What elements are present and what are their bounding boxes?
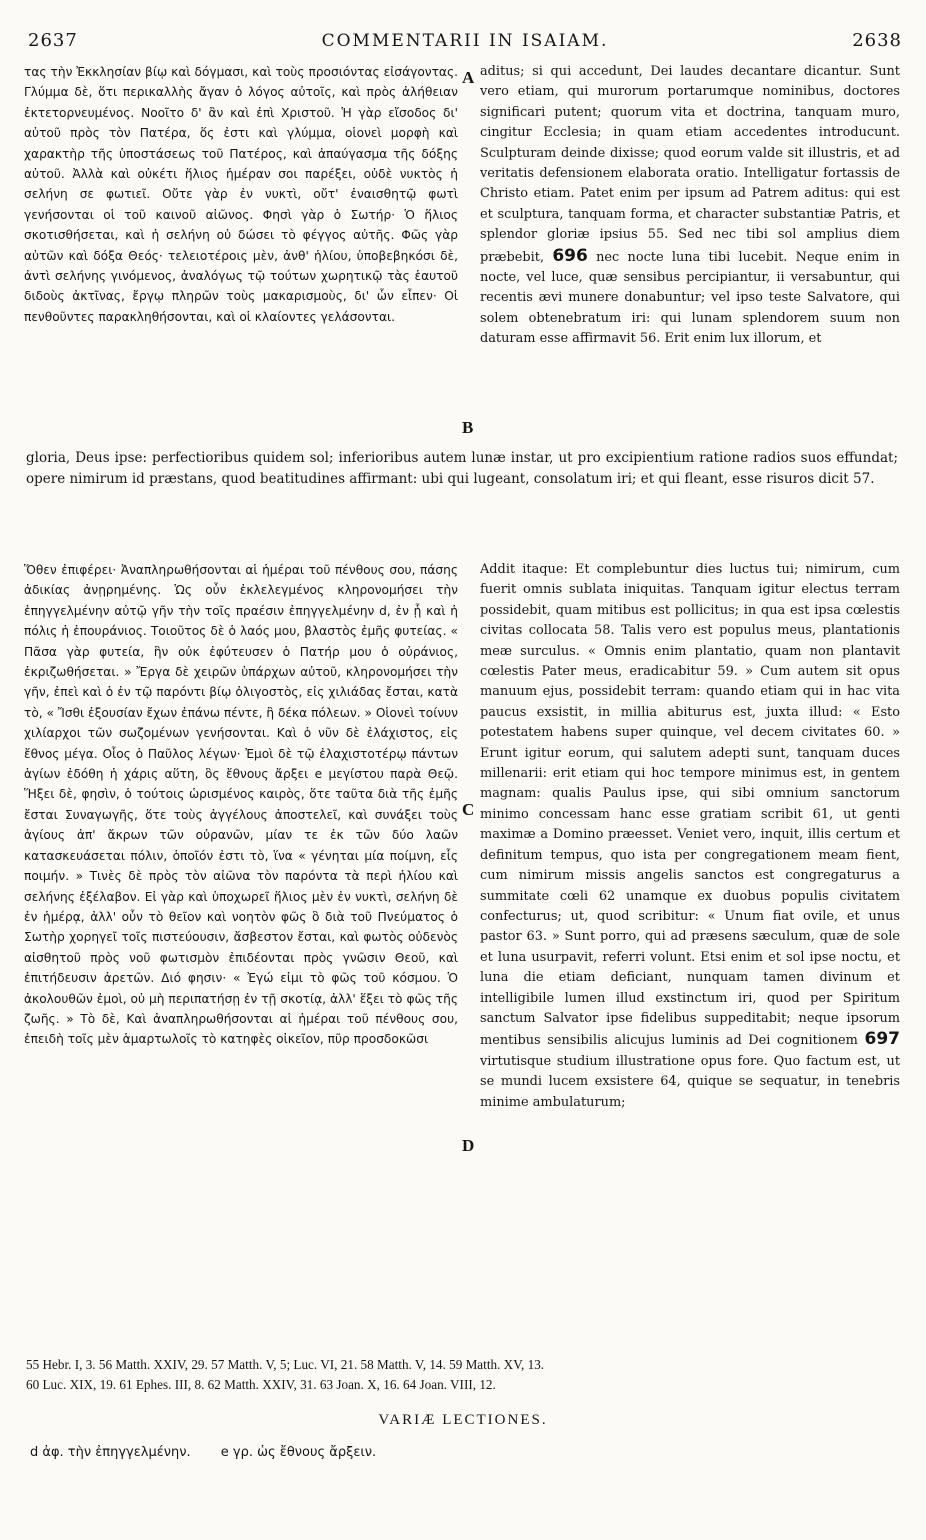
footnote-line-1: 55 Hebr. I, 3. 56 Matth. XXIV, 29. 57 Matth. V, 5; Luc. VI, 21. 58 Matth. V, 14. 59 Matth. XV, 13. — [26, 1357, 545, 1372]
section-marker-b: B — [462, 418, 474, 437]
column-number-697: 697 — [864, 1029, 900, 1050]
latin-text-lower — [480, 560, 900, 1113]
section-marker-a: A — [462, 68, 475, 87]
variae-lectiones-title: VARIÆ LECTIONES. — [378, 1412, 548, 1428]
latin-text-lower-b: virtutisque studium illustratione opus fore. Quo factum est, ut se mundi lucem exsistere 64, quique se sequatur, in tenebris minime ambulaturum; — [480, 1053, 900, 1110]
section-marker-d: D — [462, 1136, 475, 1155]
greek-column-upper — [24, 62, 458, 434]
latin-text-upper-b: nec nocte luna tibi lucebit. Neque enim in nocte, vel luce, quæ sensibus percipiantur, ii versabuntur, qui recentis ævi munere donabuntur; vel ipso teste Salvatore, qui solem obtenebratum iri: qui lunam splendorem suum non daturam esse affirmavit 56. Erit enim lux illorum, et — [480, 249, 900, 347]
footnotes — [26, 1355, 904, 1395]
latin-text-upper — [480, 62, 900, 350]
latin-text-upper-a: aditus; si qui accedunt, Dei laudes decantare dicantur. Sunt vero etiam, qui murorum portarumque nominibus, doctores significari putent; quorum vita et doctrina, tanquam muro, cingitur Ecclesia; in quam etiam accedentes introducunt. Sculpturam deinde dixisse; quod eorum valde sit illustris, et ad veritatis defensionem elaborata oratio. Intelligatur fortassis de Christo etiam. Patet enim per ipsum ad Patrem aditus: qui est et sculptura, tanquam forma, et character substantiæ Patris, et splendor gloriæ ipsius 55. Sed nec tibi sol amplius diem præbebit, — [480, 64, 900, 265]
right-page-number: 2638 — [852, 30, 902, 51]
full-width-text: gloria, Deus ipse: perfectioribus quidem sol; inferioribus autem lunæ instar, ut pro excipientium ratione radios suos effundat; opere nimirum id præstans, quod beatitudines affirmant: ubi qui lugeant, consolatum iri; et qui fleant, esse risuros dicit 57. — [26, 450, 898, 487]
section-marker-c: C — [462, 800, 475, 819]
latin-full-width-paragraph — [26, 448, 898, 514]
variant-d: d ἀφ. τὴν ἐπηγγελμένην. — [30, 1445, 191, 1460]
greek-text-upper: τας τὴν Ἐκκλησίαν βίῳ καὶ δόγμασι, καὶ τοὺς προσιόντας εἰσάγοντας. Γλύμμα δὲ, ὅτι περικαλλὴς ἄγαν ὁ λόγος αὐτοῖς, καὶ πρὸς ἀλήθειαν ἐκτετορνευμένος. Νοοῖτο δ' ἂν καὶ ἐπὶ Χριστοῦ. Ἡ γὰρ εἴσοδος δι' αὐτοῦ πρὸς τὸν Πατέρα, ὅς ἐστι καὶ γλύμμα, οἱονεὶ μορφὴ καὶ χαρακτὴρ τῆς ὑποστάσεως τοῦ Πατέρος, καὶ ἀπαύγασμα τῆς δόξης αὐτοῦ. Ἀλλὰ καὶ οὐκέτι ἥλιος ἡμέραν σοι παρέξει, οὐδὲ νυκτὸς ἡ σελήνη σε φωτιεῖ. Οὔτε γὰρ ἐν νυκτὶ, οὔτ' ἐναισθητῷ φωτὶ γενήσονται οἱ τοῦ καινοῦ αἰῶνος. Φησὶ γὰρ ὁ Σωτήρ· Ὁ ἥλιος σκοτισθήσεται, καὶ ἡ σελήνη οὐ δώσει τὸ φέγγος αὐτῆς. Φῶς γὰρ αὐτῶν καὶ δόξα Θεός· τελειοτέροις μὲν, ἀνθ' ἡλίου, ὑποβεβηκόσι δὲ, ἀντὶ σελήνης γινόμενος, ἀναλόγως τῷ τούτων χωρητικῷ τὰς ἑαυτοῦ διδοὺς ἀκτῖνας, ἔργῳ πληρῶν τοὺς μακαρισμοὺς, δι' ὧν εἶπεν· Οἱ πενθοῦντες παρακληθήσονται, καὶ οἱ κλαίοντες γελάσονται. — [24, 65, 458, 324]
greek-column-lower — [24, 560, 458, 1330]
variant-e: e γρ. ὡς ἔθνους ἄρξειν. — [220, 1445, 377, 1460]
greek-text-lower: Ὅθεν ἐπιφέρει· Ἀναπληρωθήσονται αἱ ἡμέραι τοῦ πένθους σου, πάσης ἀδικίας ἀνῃρημένης. Ὡς οὖν ἐκλελεγμένος κληρονομήσει τὴν ἐπηγγελμένην αὐτῷ γῆν τὴν τοῖς πραέσιν ἐπηγγελμένην d, ἐν ᾗ καὶ ἡ πόλις ἡ ἐπουράνιος. Τοιοῦτος δὲ ὁ λαός μου, βλαστὸς ἐμῆς φυτείας. « Πᾶσα γὰρ φυτεία, ἣν οὐκ ἐφύτευσεν ὁ Πατήρ μου ὁ οὐράνιος, ἐκριζωθήσεται. » Ἔργα δὲ χειρῶν ὑπάρχων αὐτοῦ, κληρονομήσει τὴν γῆν, ἐπεὶ καὶ ὁ ἐν τῷ παρόντι βίῳ ὀλιγοστὸς, εἰς χιλιάδας ἔσται, κατὰ τὸ, « Ἴσθι ἐξουσίαν ἔχων ἐπάνω πέντε, ἢ δέκα πόλεων. » Οἱονεὶ τοίνυν χιλίαρχοι τῶν σωζομένων γενήσονται. Καὶ ὁ νῦν δὲ ἐλάχιστος, εἰς ἔθνος μέγα. Οἷος ὁ Παῦλος λέγων· Ἐμοὶ δὲ τῷ ἐλαχιστοτέρῳ πάντων ἁγίων ἐδόθη ἡ χάρις αὕτη, ὃς ἔθνους ἄρξει e μεγίστου παρὰ Θεῷ. Ἥξει δὲ, φησὶν, ὁ τούτοις ὡρισμένος καιρὸς, ὅτε ταῦτα διὰ τῆς ἐμῆς ἔσται Συναγωγῆς, ὅτε τοὺς ἀγγέλους ἀποστελεῖ, καὶ συνάξει τοὺς ἁγίους ἀπ' ἄκρων τῶν οὐρανῶν, μίαν τε ἐκ τῶν δύο λαῶν κατασκευάσεται πόλιν, ὁποῖόν ἐστι τὸ, ἵνα « γένηται μία ποίμνη, εἷς ποιμήν. » Τινὲς δὲ πρὸς τὸν αἰῶνα τὸν παρόντα τὰ περὶ ἡλίου καὶ σελήνης ἐξέλαβον. Εἰ γὰρ καὶ ὑποχωρεῖ ἥλιος μὲν ἐν νυκτὶ, σελήνη δὲ ἐν ἡμέρᾳ, ἀλλ' οὖν τὸ θεῖον καὶ νοητὸν φῶς ὃ διὰ τοῦ Πνεύματος ὁ Σωτὴρ χορηγεῖ τοῖς πιστεύουσιν, ἄσβεστον ἔσται, καὶ φωτὸς οὐδενὸς αἰσθητοῦ πρὸς νοῦ φωτισμὸν ἐπιδέονται πρὸς γνῶσιν Θεοῦ, καὶ ἐπιτήδευσιν ἀρετῶν. Διό φησιν· « Ἐγώ εἰμι τὸ φῶς τοῦ κόσμου. Ὁ ἀκολουθῶν ἐμοὶ, οὐ μὴ περιπατήσῃ ἐν τῇ σκοτίᾳ, ἀλλ' ἕξει τὸ φῶς τῆς ζωῆς. » Τὸ δὲ, Καὶ ἀναπληρωθήσονται αἱ ἡμέραι τοῦ πένθους σου, ἐπειδὴ τοῖς μὲν ἁμαρτωλοῖς τὸ κατηφὲς οἰκεῖον, πῦρ προσδοκῶσι — [24, 563, 458, 1047]
left-page-number: 2637 — [28, 30, 78, 51]
latin-column-lower — [480, 560, 900, 1330]
latin-text-lower-a: Addit itaque: Et complebuntur dies luctus tui; nimirum, cum fuerit omnis sublata iniquitas. Tanquam igitur electus terram possidebit, quam mitibus est pollicitus; in qua est ipsa cœlestis civitas collocata 58. Talis vero est populus meus, plantationis meæ surculus. « Omnis enim plantatio, quam non plantavit cœlestis Pater meus, eradicabitur 59. » Cum autem sit opus manuum ejus, possidebit terram: quando etiam qui in hac vita paucus exsistit, in millia abiturus est, juxta illud: « Esto potestatem habens super quinque, vel decem civitates 60. » Erunt igitur eorum, qui salutem adepti sunt, tanquam duces millenarii: erit etiam qui hoc tempore minimus est, in gentem magnam: qualis Paulus ipse, qui sibi omnium sanctorum minimo concessam hanc esse gratiam scribit 61, ut genti maximæ a Domino præesset. Veniet vero, inquit, illis certum et definitum tempus, quo ista per congregationem meam fient, cum nimirum missis angelis sanctos est congregaturus a summitate cœli 62 unamque ex duobus populis civitatem confecturus; ut, quod scribitur: « Unum fiat ovile, et unus pastor 63. » Sunt porro, qui ad præsens sæculum, quæ de sole et luna usurpavit, referri volunt. Etsi enim et sol ipse noctu, et luna die etiam deficiant, nunquam tamen divinum et intelligibile lumen illud exstinctum iri, quod per Spiritum sanctum Salvator ipse fidelibus suppeditabit; neque ipsorum mentibus sensibilis alicujus luminis ad Dei cognitionem — [480, 562, 900, 1049]
latin-column-upper — [480, 62, 900, 434]
column-number-696: 696 — [552, 245, 588, 266]
running-title: COMMENTARII IN ISAIAM. — [321, 31, 609, 51]
footnote-line-2: 60 Luc. XIX, 19. 61 Ephes. III, 8. 62 Matth. XXIV, 31. 63 Joan. X, 16. 64 Joan. VIII, 12. — [26, 1377, 496, 1392]
page-header — [28, 30, 902, 56]
variae-lectiones — [30, 1445, 890, 1460]
